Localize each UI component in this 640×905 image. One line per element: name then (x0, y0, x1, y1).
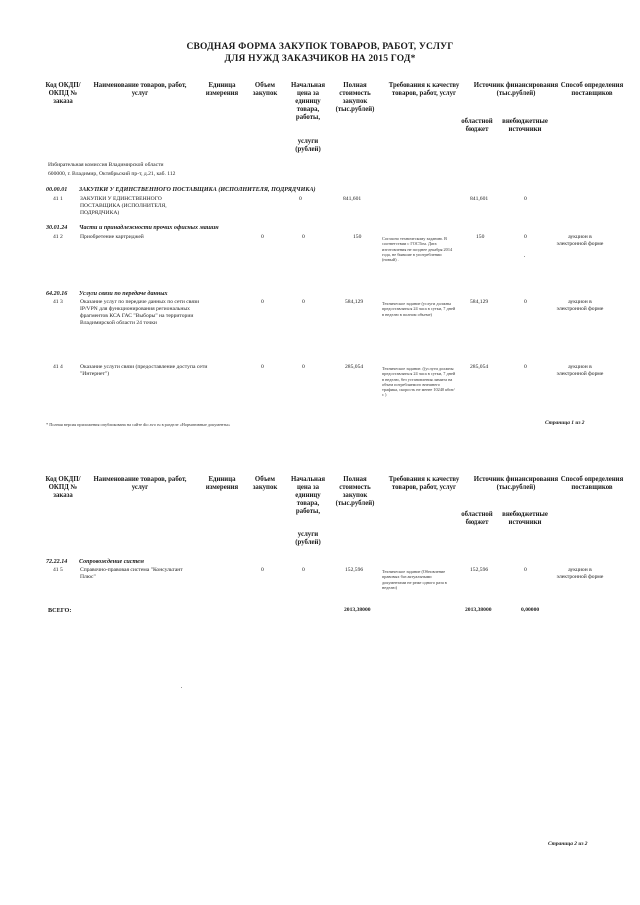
row-method: аукцион в электронной форме (556, 364, 604, 377)
header-source: Источник финансирования (тыс.рублей) (473, 82, 559, 97)
row-price: 0 (299, 196, 302, 202)
row-number: 41 1 (53, 196, 63, 202)
scan-speck (181, 687, 182, 688)
row-total: 285,054 (345, 364, 364, 370)
row-nonbudget: 0 (524, 299, 527, 305)
row-total: 152,596 (345, 567, 364, 573)
header-name: Наименование товаров, работ, услуг (93, 82, 187, 97)
row-number: 41 3 (53, 299, 63, 305)
header-price-units: услуги (рублей) (295, 531, 321, 546)
row-nonbudget: 0 (524, 196, 527, 202)
group-code: 00.00.01 (46, 187, 68, 193)
row-regional: 584,129 (470, 299, 489, 305)
row-requirements: Техническое задание (Обновление правовых баз актуальными документами не реже одного раза в неделю) (382, 569, 447, 590)
footnote: * Полная версия приложения опубликована на сайте dio avo ru в разделе «Нормативные документы» (46, 422, 231, 427)
header-volume: Объем закупок (252, 476, 278, 491)
row-regional: 285,054 (470, 364, 489, 370)
group-code: 64.20.16 (46, 291, 68, 297)
customer-address: 600000, г. Владимир, Октябрьский пр-т, д.21, каб. 112 (48, 171, 176, 177)
row-regional: 152,596 (470, 567, 489, 573)
row-method: аукцион в электронной форме (556, 299, 604, 312)
header-code: Код ОКДП/ ОКПД № заказа (45, 82, 81, 105)
row-number: 41 5 (53, 567, 63, 573)
row-price: 0 (302, 234, 305, 240)
page-number-1: Страница 1 из 2 (545, 420, 585, 426)
totals-total: 2013,38000 (344, 607, 371, 613)
header-code: Код ОКДП/ ОКПД № заказа (45, 476, 81, 499)
group-code: 72.22.14 (46, 559, 68, 565)
group-title: Сопровождение систем (79, 559, 144, 565)
row-total: 150 (353, 234, 362, 240)
header-requirements: Требования к качеству товаров, работ, услуг (388, 476, 460, 491)
row-total: 584,129 (345, 299, 364, 305)
group-title: Части и принадлежности прочих офисных машин (79, 225, 219, 231)
row-requirements: Согласно техническому заданию. В соответствии с ГОСТом. Дата изготовления не позднее декабря 2014 года, не бывшие в употреблении (новый) . (382, 236, 453, 263)
form-title-line2: ДЛЯ НУЖД ЗАКАЗЧИКОВ НА 2015 ГОД* (224, 54, 416, 64)
header-price-units: услуги (рублей) (295, 138, 321, 153)
row-name: Оказание услуги связи (предоставление доступа сети "Интернет") (80, 364, 208, 377)
header-nonbudget: внебюджетные источники (502, 511, 548, 526)
header-volume: Объем закупок (252, 82, 278, 97)
row-name: Оказание услуг по передаче данных по сети связи IP/VPN для функционирования региональных фрагментов КСА ГАС "Выборы" на территории Владимирской области 24 точки (80, 299, 200, 326)
header-price: Начальная цена за единицу товара, работы, (290, 476, 326, 515)
row-volume: 0 (261, 364, 264, 370)
row-nonbudget: 0 (524, 234, 527, 240)
row-number: 41 4 (53, 364, 63, 370)
header-regional: областной бюджет (461, 118, 493, 133)
row-requirements: Техническое задание. ((услуги должны предоставляться 24 часа в сутки, 7 дней в неделю, без установления лимита на объем потребляемого внешнего трафика, скорость не менее 10240 кбит/с ) (382, 366, 456, 398)
header-source: Источник финансирования (тыс.рублей) (473, 476, 559, 491)
header-name: Наименование товаров, работ, услуг (93, 476, 187, 491)
row-volume: 0 (261, 567, 264, 573)
header-total: Полная стоимость закупок (тыс.рублей) (335, 82, 375, 113)
page-number-2: Страница 2 из 2 (548, 841, 588, 847)
row-regional: 150 (476, 234, 485, 240)
row-name: ЗАКУПКИ У ЕДИНСТВЕННОГО ПОСТАВЩИКА (ИСПОЛНИТЕЛЯ, ПОДРЯДЧИКА) (80, 196, 167, 216)
row-method: аукцион в электронной форме (556, 234, 604, 247)
row-volume: 0 (261, 299, 264, 305)
row-price: 0 (302, 364, 305, 370)
row-total: 841,601 (343, 196, 362, 202)
row-volume: 0 (261, 234, 264, 240)
row-nonbudget: 0 (524, 567, 527, 573)
form-title-line1: СВОДНАЯ ФОРМА ЗАКУПОК ТОВАРОВ, РАБОТ, УСЛУГ (186, 42, 454, 52)
totals-regional: 2013,38000 (465, 607, 492, 613)
customer-name: Избирательная комиссия Владимирской области (48, 162, 164, 168)
scan-speck (524, 256, 525, 257)
totals-label: ВСЕГО: (48, 607, 72, 614)
header-regional: областной бюджет (461, 511, 493, 526)
row-price: 0 (302, 567, 305, 573)
group-code: 30.01.24 (46, 225, 68, 231)
row-method: аукцион в электронной форме (556, 567, 604, 580)
header-unit: Единица измерения (205, 476, 239, 491)
header-method: Способ определения поставщиков (560, 476, 624, 491)
header-unit: Единица измерения (205, 82, 239, 97)
group-title: ЗАКУПКИ У ЕДИНСТВЕННОГО ПОСТАВЩИКА (ИСПОЛНИТЕЛЯ, ПОДРЯДЧИКА) (79, 187, 316, 193)
row-name: Приобретение картриджей (80, 234, 144, 240)
header-requirements: Требования к качеству товаров, работ, услуг (388, 82, 460, 97)
row-regional: 841,601 (470, 196, 489, 202)
row-number: 41 2 (53, 234, 63, 240)
group-title: Услуги связи по передаче данных (79, 291, 168, 297)
row-nonbudget: 0 (524, 364, 527, 370)
row-price: 0 (302, 299, 305, 305)
header-price: Начальная цена за единицу товара, работы, (290, 82, 326, 121)
row-name: Справочно-правовая система "Консультант Плюс" (80, 567, 183, 580)
header-method: Способ определения поставщиков (560, 82, 624, 97)
row-requirements: Техническое задание (услуги должны предоставляться 24 часа в сутки, 7 дней в неделю в полном объеме) (382, 301, 456, 317)
header-total: Полная стоимость закупок (тыс.рублей) (335, 476, 375, 507)
totals-nonbudget: 0,00000 (521, 607, 540, 613)
header-nonbudget: внебюджетные источники (502, 118, 548, 133)
